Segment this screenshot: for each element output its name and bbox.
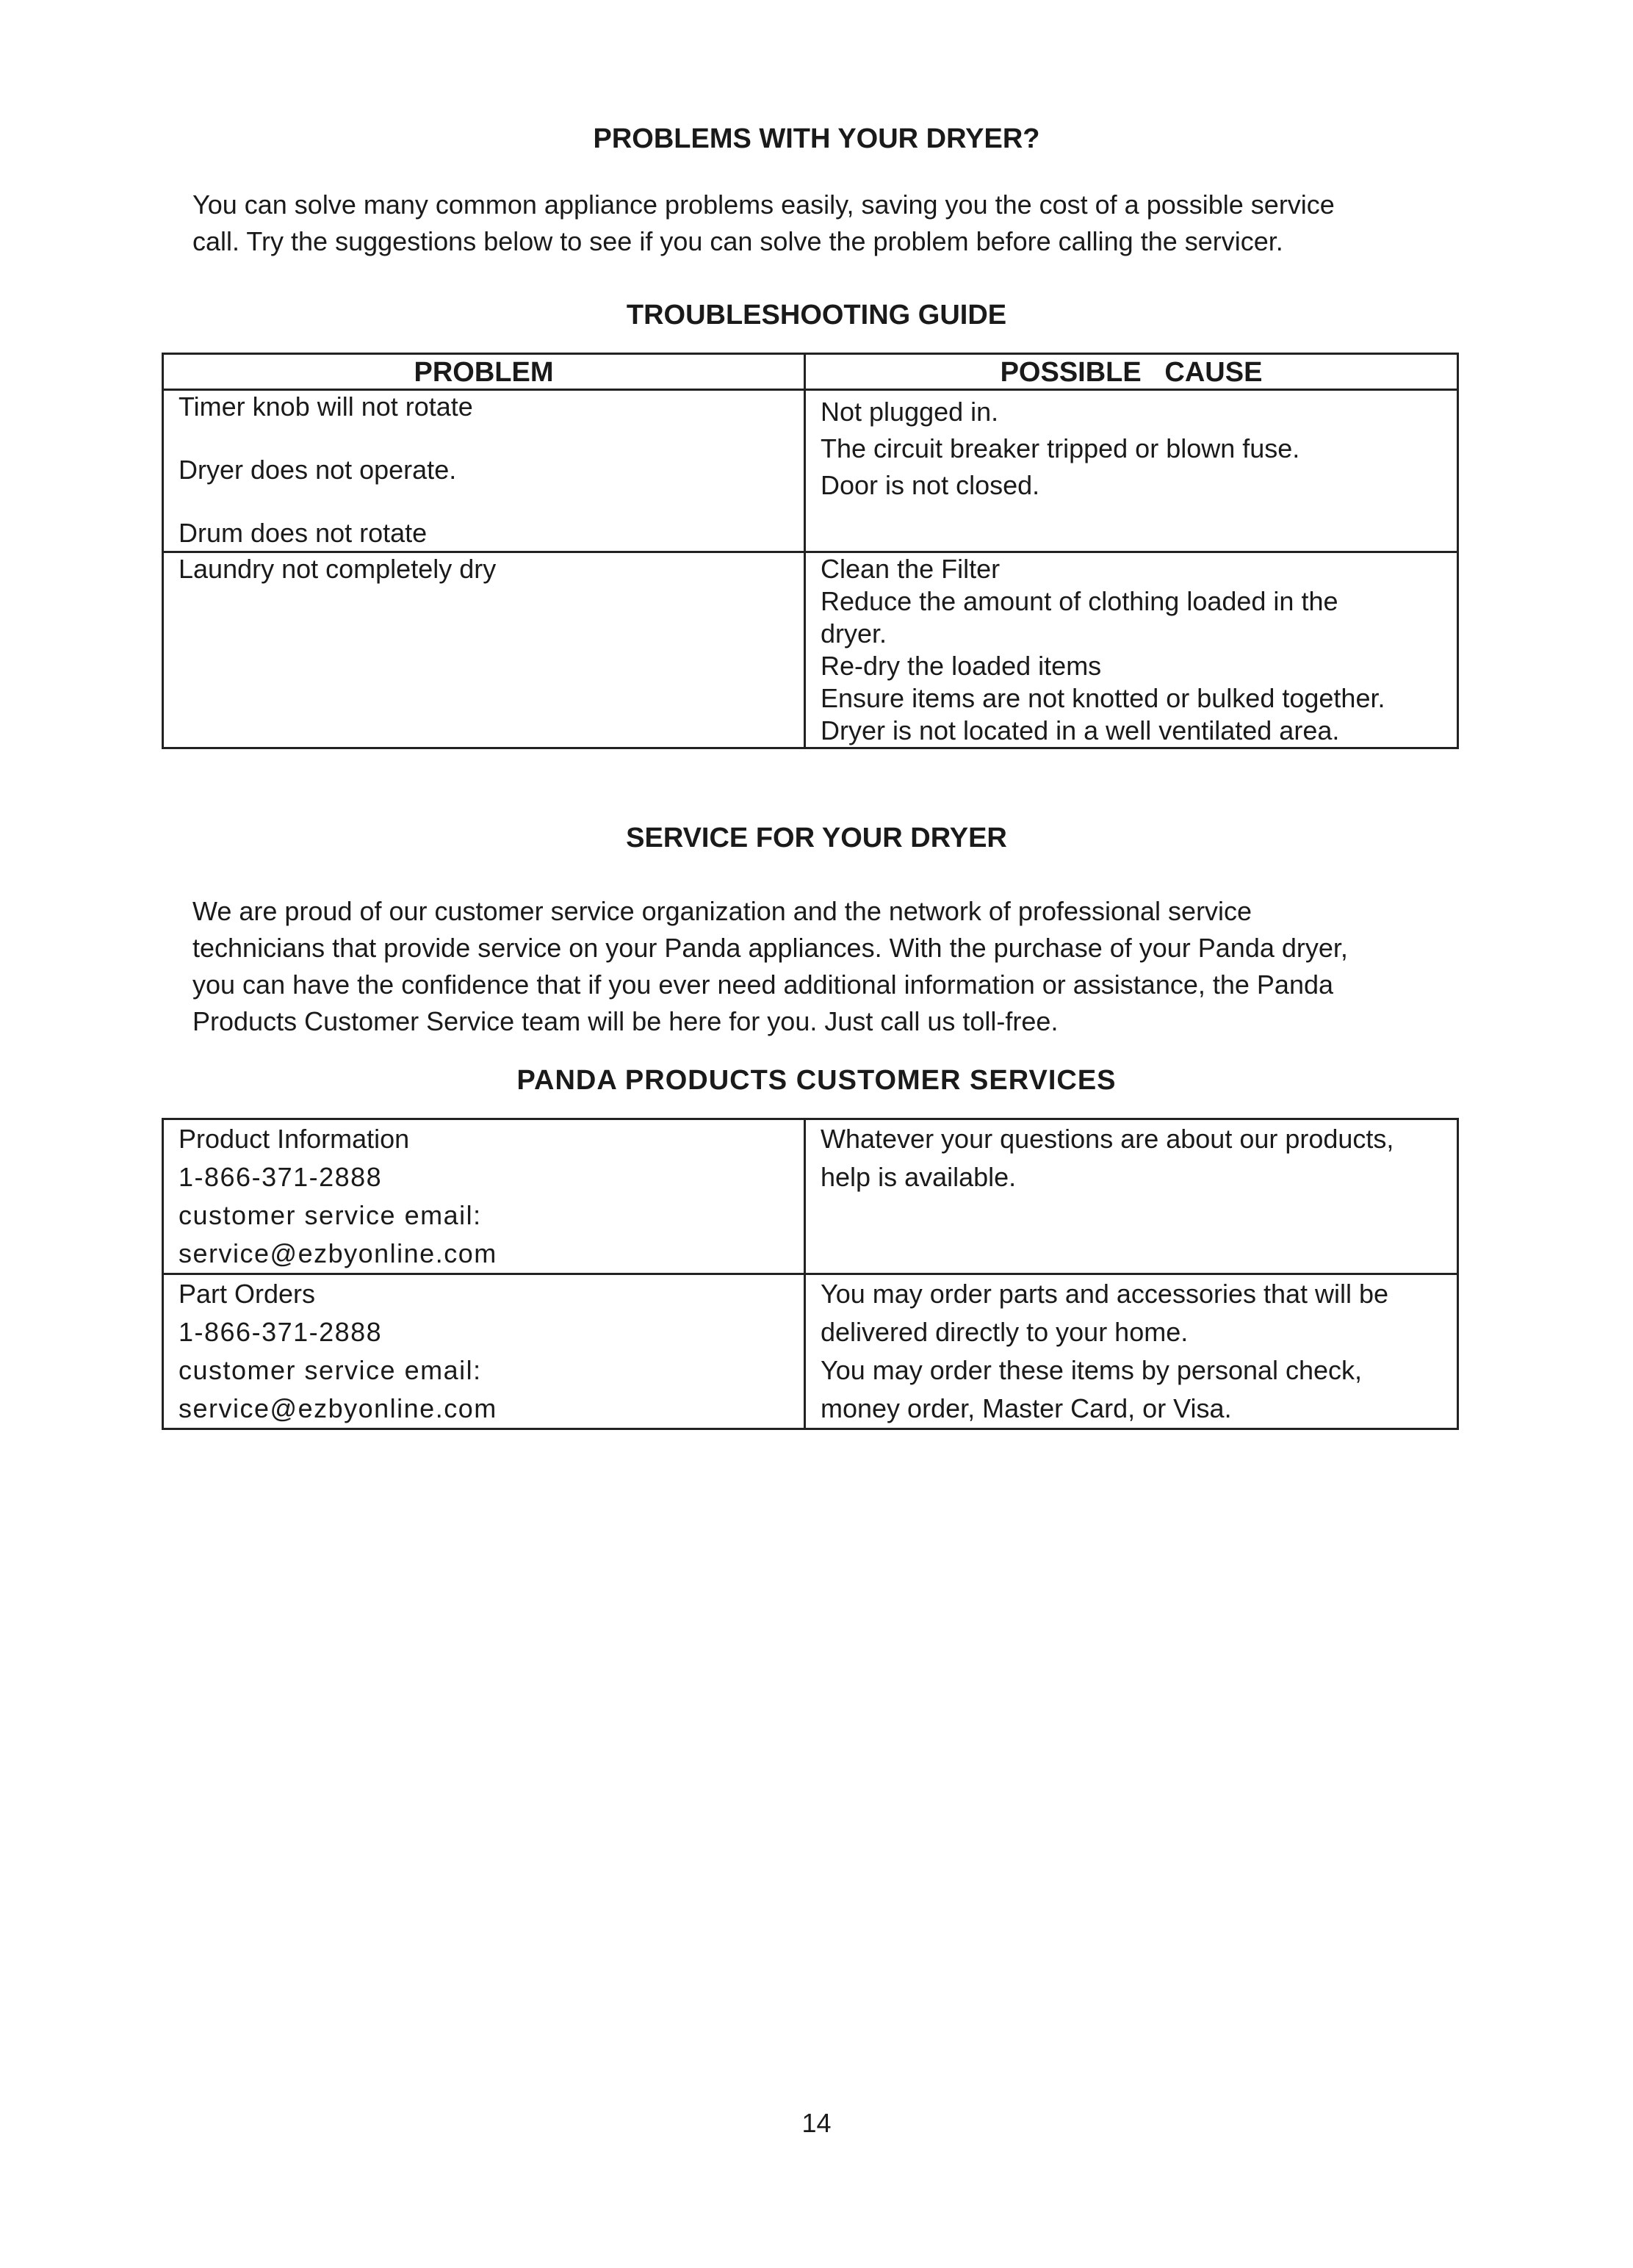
email-label: customer service email: <box>179 1355 482 1385</box>
phone-number: 1-866-371-2888 <box>179 1162 383 1192</box>
email-label: customer service email: <box>179 1200 482 1230</box>
table-row <box>163 1274 1458 1429</box>
contact-cell <box>163 1274 805 1429</box>
description-cell <box>805 1119 1458 1274</box>
table-row <box>163 390 1458 552</box>
service-line: We are proud of our customer service organization and the network of professional service <box>192 896 1252 926</box>
table-row <box>163 1119 1458 1274</box>
problem-item: Laundry not completely dry <box>179 554 497 584</box>
cause-item: Reduce the amount of clothing loaded in the <box>821 586 1338 616</box>
cause-item: Not plugged in. <box>821 397 999 427</box>
intro-line: call. Try the suggestions below to see if you can solve the problem before calling the servicer. <box>192 226 1283 256</box>
cause-item: The circuit breaker tripped or blown fuse. <box>821 433 1300 463</box>
troubleshooting-heading: TROUBLESHOOTING GUIDE <box>626 300 1007 331</box>
problem-cell <box>163 390 805 552</box>
cause-column-header: POSSIBLE CAUSE <box>805 354 1458 390</box>
cause-cell <box>805 552 1458 748</box>
description-line: money order, Master Card, or Visa. <box>821 1393 1232 1423</box>
cause-cell <box>805 390 1458 552</box>
cause-item: Dryer is not located in a well ventilated area. <box>821 715 1340 745</box>
problem-item: Drum does not rotate <box>179 518 428 548</box>
description-line: You may order parts and accessories that will be <box>821 1279 1389 1309</box>
description-line: help is available. <box>821 1162 1017 1192</box>
cause-item: Clean the Filter <box>821 554 1001 584</box>
page-number: 14 <box>801 2108 832 2138</box>
problem-item: Dryer does not operate. <box>179 455 457 485</box>
service-heading: SERVICE FOR YOUR DRYER <box>626 823 1007 853</box>
intro-paragraph <box>192 187 1441 260</box>
problem-cell <box>163 552 805 748</box>
email-address: service@ezbyonline.com <box>179 1238 497 1268</box>
table-row <box>163 552 1458 748</box>
email-address: service@ezbyonline.com <box>179 1393 497 1423</box>
customer-services-table <box>162 1118 1459 1430</box>
service-line: technicians that provide service on your Panda appliances. With the purchase of your Panda dryer, <box>192 933 1348 963</box>
phone-number: 1-866-371-2888 <box>179 1317 383 1347</box>
cause-item: Ensure items are not knotted or bulked together. <box>821 683 1385 713</box>
troubleshooting-table <box>162 353 1459 749</box>
description-line: You may order these items by personal check, <box>821 1355 1363 1385</box>
service-line: you can have the confidence that if you ever need additional information or assistance, the Panda <box>192 969 1334 1000</box>
service-paragraph <box>192 893 1441 1040</box>
description-cell <box>805 1274 1458 1429</box>
cause-item: Door is not closed. <box>821 470 1040 500</box>
contact-title: Part Orders <box>179 1279 316 1309</box>
cause-item: Re-dry the loaded items <box>821 651 1102 681</box>
problems-heading: PROBLEMS WITH YOUR DRYER? <box>593 123 1040 154</box>
problem-column-header: PROBLEM <box>163 354 805 390</box>
description-line: Whatever your questions are about our products, <box>821 1124 1394 1154</box>
service-line: Products Customer Service team will be here for you. Just call us toll-free. <box>192 1006 1059 1036</box>
problem-item: Timer knob will not rotate <box>179 391 473 422</box>
cause-item: dryer. <box>821 618 887 649</box>
contact-cell <box>163 1119 805 1274</box>
troubleshooting-header-row <box>163 354 1458 390</box>
description-line: delivered directly to your home. <box>821 1317 1189 1347</box>
intro-line: You can solve many common appliance problems easily, saving you the cost of a possible service <box>192 189 1335 220</box>
customer-services-heading: PANDA PRODUCTS CUSTOMER SERVICES <box>516 1065 1117 1096</box>
contact-title: Product Information <box>179 1124 410 1154</box>
